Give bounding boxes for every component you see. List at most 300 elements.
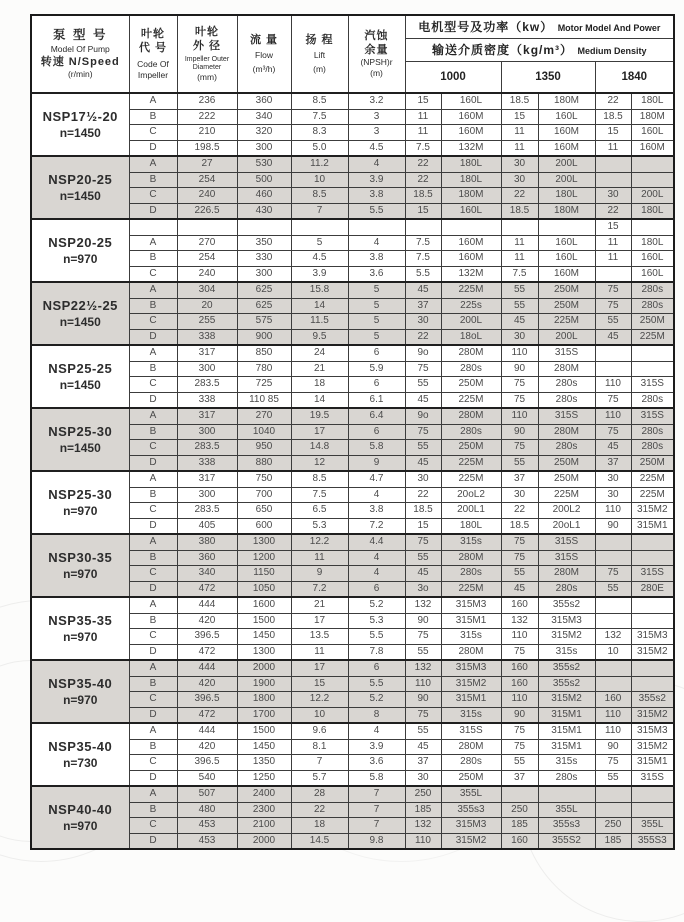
lift-cell: 5.3 (291, 518, 348, 534)
lift-cell: 5.0 (291, 140, 348, 156)
flow-cell: 900 (237, 329, 291, 345)
pump-model-cell (31, 282, 129, 345)
impeller-diameter-cell: 540 (177, 770, 237, 786)
flow-header-unit: (m³/h) (252, 64, 276, 75)
flow-cell: 725 (237, 377, 291, 393)
npsh-cell: 4 (348, 156, 405, 172)
lift-cell: 24 (291, 345, 348, 361)
kw-1000-cell: 45 (405, 566, 441, 582)
npsh-cell: 6 (348, 581, 405, 597)
motor-1840-cell: 280E (631, 581, 674, 597)
npsh-cell: 5 (348, 298, 405, 314)
code-header-zh2: 代 号 (138, 42, 168, 55)
kw-1350-cell (501, 219, 538, 235)
table-row (31, 534, 674, 550)
flow-cell: 270 (237, 408, 291, 424)
motor-1000-cell: 315M1 (441, 692, 501, 708)
lift-cell: 17 (291, 660, 348, 676)
kw-1840-cell (595, 786, 631, 802)
code-cell: D (129, 203, 177, 219)
kw-1350-cell: 75 (501, 739, 538, 755)
flow-cell: 850 (237, 345, 291, 361)
motor-1350-cell: 315M2 (538, 629, 595, 645)
npsh-cell: 5.2 (348, 597, 405, 613)
motor-1840-cell: 160L (631, 251, 674, 267)
pump-header-en: Model Of Pump (50, 43, 110, 54)
motor-1350-cell: 160M (538, 266, 595, 282)
motor-1350-cell: 355s2 (538, 676, 595, 692)
kw-1000-cell: 11 (405, 109, 441, 125)
impeller-diameter-cell: 472 (177, 707, 237, 723)
npsh-cell: 4 (348, 487, 405, 503)
impeller-diameter-cell: 317 (177, 345, 237, 361)
kw-1350-cell: 18.5 (501, 93, 538, 109)
impeller-diameter-cell: 304 (177, 282, 237, 298)
kw-1350-cell: 75 (501, 440, 538, 456)
kw-1840-cell: 55 (595, 314, 631, 330)
motor-1350-cell: 280s (538, 770, 595, 786)
code-cell: C (129, 125, 177, 141)
flow-cell: 1300 (237, 534, 291, 550)
impeller-diameter-cell: 480 (177, 802, 237, 818)
lift-header-unit: (m) (313, 64, 326, 75)
npsh-cell: 4.4 (348, 534, 405, 550)
kw-1840-cell: 110 (595, 707, 631, 723)
npsh-header-en: (NPSH)r (360, 57, 393, 68)
diameter-header-zh2: 外 径 (192, 39, 222, 52)
impeller-diameter-cell: 300 (177, 424, 237, 440)
code-cell: C (129, 188, 177, 204)
motor-1350-cell: 355s2 (538, 597, 595, 613)
motor-1840-cell: 355s2 (631, 692, 674, 708)
kw-1000-cell: 75 (405, 424, 441, 440)
motor-1840-cell (631, 361, 674, 377)
flow-cell: 350 (237, 235, 291, 251)
npsh-cell: 5.8 (348, 770, 405, 786)
impeller-diameter-cell: 283.5 (177, 440, 237, 456)
density-header-en: Medium Density (577, 46, 647, 56)
motor-1350-cell: 280s (538, 392, 595, 408)
code-cell: B (129, 251, 177, 267)
kw-1000-cell: 110 (405, 833, 441, 849)
code-cell: A (129, 408, 177, 424)
motor-1350-cell: 160M (538, 125, 595, 141)
motor-1000-cell: 180L (441, 518, 501, 534)
kw-1840-cell (595, 345, 631, 361)
col-header-lift (291, 15, 348, 93)
npsh-cell: 6 (348, 345, 405, 361)
motor-1840-cell (631, 597, 674, 613)
npsh-cell: 4.7 (348, 471, 405, 487)
kw-1840-cell (595, 676, 631, 692)
diameter-header-zh1: 叶轮 (195, 25, 219, 38)
lift-header-zh: 扬 程 (305, 33, 334, 46)
motor-1840-cell (631, 613, 674, 629)
code-cell: C (129, 377, 177, 393)
kw-1000-cell: 18.5 (405, 188, 441, 204)
impeller-diameter-cell: 254 (177, 251, 237, 267)
impeller-diameter-cell: 420 (177, 613, 237, 629)
flow-cell: 500 (237, 172, 291, 188)
lift-cell: 21 (291, 597, 348, 613)
flow-cell: 1050 (237, 581, 291, 597)
flow-cell: 625 (237, 282, 291, 298)
kw-1000-cell: 30 (405, 471, 441, 487)
flow-cell: 750 (237, 471, 291, 487)
kw-1000-cell: 22 (405, 156, 441, 172)
pump-model: NSP40-40 (48, 802, 113, 817)
pump-model-cell (31, 408, 129, 471)
npsh-cell: 5.3 (348, 613, 405, 629)
lift-cell: 11 (291, 550, 348, 566)
npsh-cell: 3.8 (348, 251, 405, 267)
kw-1840-cell: 55 (595, 581, 631, 597)
code-cell: D (129, 770, 177, 786)
table-row (31, 597, 674, 613)
kw-1000-cell: 9o (405, 345, 441, 361)
lift-cell: 3.9 (291, 266, 348, 282)
lift-cell: 18 (291, 818, 348, 834)
motor-1350-cell: 355s2 (538, 660, 595, 676)
kw-1840-cell (595, 660, 631, 676)
kw-1000-cell: 55 (405, 723, 441, 739)
kw-1000-cell: 45 (405, 282, 441, 298)
impeller-diameter-cell: 27 (177, 156, 237, 172)
flow-cell: 2000 (237, 833, 291, 849)
code-cell: B (129, 361, 177, 377)
kw-1840-cell: 18.5 (595, 109, 631, 125)
kw-1000-cell: 132 (405, 660, 441, 676)
pump-model-cell (31, 660, 129, 723)
impeller-diameter-cell: 380 (177, 534, 237, 550)
kw-1000-cell: 250 (405, 786, 441, 802)
motor-1840-cell: 200L (631, 188, 674, 204)
lift-cell: 14.8 (291, 440, 348, 456)
impeller-diameter-cell: 340 (177, 566, 237, 582)
motor-1000-cell: 315M2 (441, 676, 501, 692)
motor-1840-cell: 315M2 (631, 739, 674, 755)
npsh-cell: 3 (348, 109, 405, 125)
code-cell: B (129, 613, 177, 629)
pump-model: NSP22½-25 (42, 298, 118, 313)
motor-1000-cell: 18oL (441, 329, 501, 345)
code-cell: D (129, 392, 177, 408)
npsh-cell: 5 (348, 314, 405, 330)
table-row (31, 786, 674, 802)
kw-1350-cell: 30 (501, 156, 538, 172)
motor-1000-cell: 132M (441, 266, 501, 282)
motor-1000-cell: 315M1 (441, 613, 501, 629)
motor-1000-cell: 280s (441, 361, 501, 377)
code-cell: A (129, 345, 177, 361)
motor-1350-cell: 180M (538, 93, 595, 109)
pump-speed: n=970 (63, 566, 98, 581)
impeller-diameter-cell: 396.5 (177, 692, 237, 708)
motor-1000-cell: 160L (441, 203, 501, 219)
npsh-header-zh1: 汽蚀 (364, 29, 389, 42)
motor-1000-cell: 280M (441, 644, 501, 660)
code-cell: D (129, 329, 177, 345)
code-header-zh1: 叶轮 (141, 28, 165, 41)
motor-header-zh: 电机型号及功率（kw） (418, 20, 554, 34)
npsh-cell: 7.2 (348, 518, 405, 534)
motor-1350-cell: 225M (538, 487, 595, 503)
table-header (31, 15, 674, 93)
kw-1840-cell (595, 534, 631, 550)
lift-cell: 19.5 (291, 408, 348, 424)
motor-1840-cell (631, 172, 674, 188)
motor-1000-cell (441, 219, 501, 235)
code-cell: A (129, 471, 177, 487)
pump-spec-table (30, 14, 675, 850)
table-row (31, 345, 674, 361)
impeller-diameter-cell: 338 (177, 392, 237, 408)
kw-1350-cell: 160 (501, 676, 538, 692)
motor-1350-cell: 315M1 (538, 739, 595, 755)
code-cell: C (129, 566, 177, 582)
motor-1000-cell: 225M (441, 581, 501, 597)
lift-cell: 9.5 (291, 329, 348, 345)
kw-1000-cell: 185 (405, 802, 441, 818)
table-row (31, 282, 674, 298)
kw-1000-cell: 37 (405, 755, 441, 771)
kw-1840-cell: 15 (595, 125, 631, 141)
npsh-cell: 3.9 (348, 739, 405, 755)
pump-model: NSP35-40 (48, 676, 113, 691)
npsh-cell: 5 (348, 282, 405, 298)
motor-1350-cell: 315M3 (538, 613, 595, 629)
lift-cell: 5.7 (291, 770, 348, 786)
npsh-cell: 6 (348, 424, 405, 440)
flow-cell: 950 (237, 440, 291, 456)
kw-1840-cell: 90 (595, 518, 631, 534)
kw-1350-cell: 11 (501, 125, 538, 141)
impeller-diameter-cell: 444 (177, 660, 237, 676)
npsh-header-zh2: 余量 (364, 43, 389, 56)
kw-1350-cell: 30 (501, 172, 538, 188)
code-cell: B (129, 424, 177, 440)
motor-1840-cell: 315M3 (631, 723, 674, 739)
impeller-diameter-cell: 420 (177, 739, 237, 755)
table-row (31, 156, 674, 172)
kw-1350-cell: 30 (501, 329, 538, 345)
kw-1350-cell: 160 (501, 833, 538, 849)
lift-header-en: Lift (313, 50, 326, 61)
kw-1350-cell: 75 (501, 392, 538, 408)
motor-1840-cell (631, 156, 674, 172)
impeller-diameter-cell: 405 (177, 518, 237, 534)
lift-cell: 17 (291, 613, 348, 629)
kw-1840-cell: 45 (595, 329, 631, 345)
lift-cell: 9.6 (291, 723, 348, 739)
lift-cell: 15 (291, 676, 348, 692)
flow-cell: 1200 (237, 550, 291, 566)
npsh-cell: 7 (348, 818, 405, 834)
kw-1000-cell: 15 (405, 203, 441, 219)
npsh-cell: 3.6 (348, 755, 405, 771)
impeller-diameter-cell: 472 (177, 581, 237, 597)
kw-1000-cell: 55 (405, 440, 441, 456)
code-cell: C (129, 440, 177, 456)
motor-1000-cell: 132M (441, 140, 501, 156)
motor-1350-cell: 280M (538, 566, 595, 582)
kw-1350-cell: 55 (501, 566, 538, 582)
motor-1350-cell: 355s3 (538, 818, 595, 834)
flow-cell: 360 (237, 93, 291, 109)
npsh-header-unit: (m) (370, 68, 383, 79)
kw-1350-cell: 75 (501, 550, 538, 566)
kw-1000-cell: 18.5 (405, 503, 441, 519)
motor-1840-cell: 180L (631, 235, 674, 251)
kw-1000-cell: 15 (405, 518, 441, 534)
kw-1840-cell: 75 (595, 566, 631, 582)
motor-1350-cell: 160L (538, 235, 595, 251)
kw-1840-cell: 110 (595, 723, 631, 739)
motor-1000-cell: 280s (441, 755, 501, 771)
kw-1000-cell: 45 (405, 739, 441, 755)
kw-1350-cell: 7.5 (501, 266, 538, 282)
npsh-cell: 7.8 (348, 644, 405, 660)
impeller-diameter-cell: 210 (177, 125, 237, 141)
kw-1350-cell: 55 (501, 455, 538, 471)
motor-1840-cell: 315S (631, 408, 674, 424)
kw-1000-cell: 132 (405, 597, 441, 613)
impeller-diameter-cell: 472 (177, 644, 237, 660)
kw-1350-cell: 110 (501, 345, 538, 361)
impeller-diameter-cell: 317 (177, 408, 237, 424)
code-cell: D (129, 140, 177, 156)
motor-1840-cell: 225M (631, 329, 674, 345)
flow-header-en: Flow (255, 50, 273, 61)
motor-1000-cell: 280s (441, 566, 501, 582)
kw-1840-cell: 90 (595, 739, 631, 755)
motor-1350-cell: 280M (538, 424, 595, 440)
npsh-cell: 7 (348, 802, 405, 818)
flow-cell: 340 (237, 109, 291, 125)
pump-header-zh: 泵 型 号 (53, 27, 108, 42)
motor-1350-cell: 315M1 (538, 707, 595, 723)
diameter-header-en1: Impeller Outer (184, 56, 230, 64)
col-header-pump-model (31, 15, 129, 93)
impeller-diameter-cell: 222 (177, 109, 237, 125)
motor-1840-cell: 315M2 (631, 707, 674, 723)
pump-model-cell (31, 471, 129, 534)
motor-1840-cell: 180L (631, 203, 674, 219)
lift-cell: 15.8 (291, 282, 348, 298)
flow-cell: 1250 (237, 770, 291, 786)
kw-1350-cell: 55 (501, 282, 538, 298)
kw-1000-cell: 7.5 (405, 235, 441, 251)
flow-cell: 110 85 (237, 392, 291, 408)
code-cell: B (129, 109, 177, 125)
kw-1000-cell: 7.5 (405, 140, 441, 156)
flow-cell: 1450 (237, 739, 291, 755)
npsh-cell: 4 (348, 566, 405, 582)
motor-1840-cell: 315M2 (631, 503, 674, 519)
motor-1350-cell: 250M (538, 455, 595, 471)
kw-1000-cell: 22 (405, 329, 441, 345)
kw-1000-cell: 90 (405, 692, 441, 708)
motor-1000-cell: 250M (441, 770, 501, 786)
impeller-diameter-cell: 236 (177, 93, 237, 109)
pump-model-cell (31, 345, 129, 408)
motor-1840-cell: 250M (631, 455, 674, 471)
lift-cell: 8.5 (291, 93, 348, 109)
col-header-density-1000: 1000 (405, 62, 501, 94)
code-cell: A (129, 723, 177, 739)
motor-1840-cell: 280s (631, 298, 674, 314)
motor-1350-cell: 180M (538, 203, 595, 219)
flow-cell: 1900 (237, 676, 291, 692)
motor-1000-cell: 20oL2 (441, 487, 501, 503)
npsh-cell: 7 (348, 786, 405, 802)
pump-speed: n=970 (63, 251, 98, 266)
code-cell: A (129, 597, 177, 613)
flow-cell: 460 (237, 188, 291, 204)
kw-1000-cell: 75 (405, 361, 441, 377)
kw-1000-cell: 37 (405, 298, 441, 314)
kw-1840-cell: 30 (595, 471, 631, 487)
kw-1000-cell: 55 (405, 377, 441, 393)
kw-1840-cell: 37 (595, 455, 631, 471)
kw-1350-cell: 75 (501, 534, 538, 550)
table-row (31, 471, 674, 487)
kw-1350-cell: 37 (501, 770, 538, 786)
flow-cell: 330 (237, 251, 291, 267)
kw-1350-cell: 110 (501, 629, 538, 645)
motor-1350-cell: 280s (538, 581, 595, 597)
lift-cell: 12 (291, 455, 348, 471)
npsh-cell: 8 (348, 707, 405, 723)
pump-model: NSP35-40 (48, 739, 113, 754)
impeller-diameter-cell: 453 (177, 818, 237, 834)
pump-speed: n=1450 (59, 188, 101, 203)
flow-cell: 1700 (237, 707, 291, 723)
motor-1840-cell: 160M (631, 140, 674, 156)
kw-1000-cell: 75 (405, 707, 441, 723)
pump-header-unit: (r/min) (67, 68, 93, 79)
kw-1350-cell: 132 (501, 613, 538, 629)
flow-cell: 1500 (237, 613, 291, 629)
pump-header-speed: 转速 N/Speed (40, 55, 120, 68)
kw-1350-cell: 110 (501, 408, 538, 424)
lift-cell: 21 (291, 361, 348, 377)
motor-1350-cell: 250M (538, 471, 595, 487)
code-cell: C (129, 266, 177, 282)
col-header-flow (237, 15, 291, 93)
motor-1350-cell: 200L (538, 172, 595, 188)
kw-1840-cell (595, 172, 631, 188)
kw-1000-cell: 5.5 (405, 266, 441, 282)
lift-cell: 11.2 (291, 156, 348, 172)
flow-cell: 625 (237, 298, 291, 314)
npsh-cell: 5.5 (348, 203, 405, 219)
impeller-diameter-cell: 360 (177, 550, 237, 566)
motor-1350-cell: 280M (538, 361, 595, 377)
code-cell: C (129, 692, 177, 708)
pump-speed: n=1450 (59, 314, 101, 329)
npsh-cell: 6 (348, 660, 405, 676)
kw-1840-cell: 75 (595, 298, 631, 314)
motor-1000-cell: 225M (441, 455, 501, 471)
kw-1840-cell: 45 (595, 440, 631, 456)
kw-1350-cell (501, 786, 538, 802)
kw-1350-cell: 15 (501, 109, 538, 125)
pump-model: NSP20-25 (48, 172, 113, 187)
motor-1000-cell: 280M (441, 345, 501, 361)
impeller-diameter-cell: 453 (177, 833, 237, 849)
npsh-cell: 6 (348, 377, 405, 393)
